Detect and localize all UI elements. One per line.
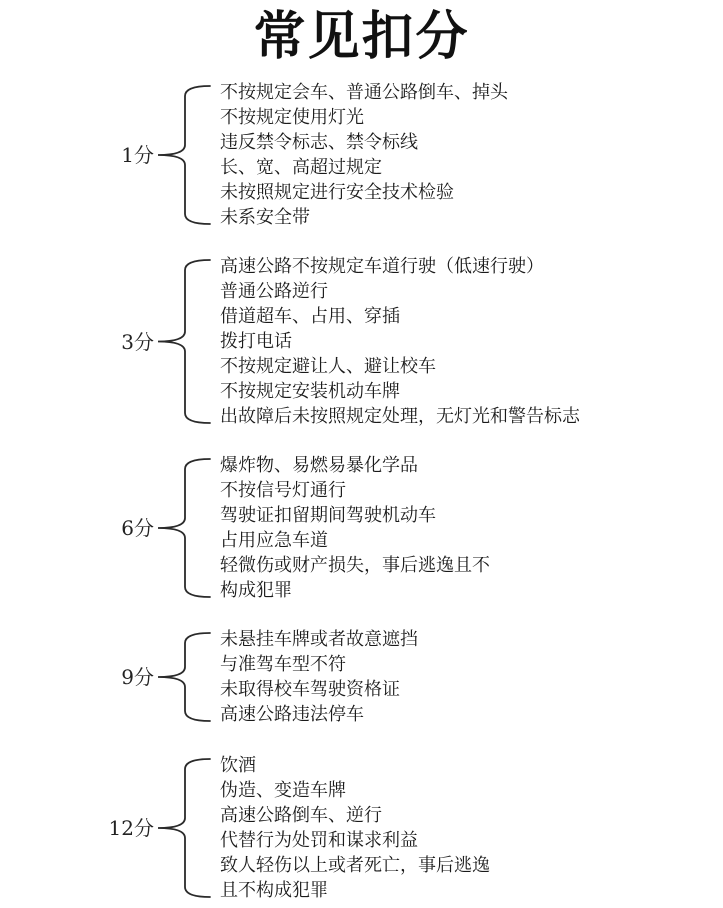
group-brace xyxy=(155,453,215,603)
violation-item: 爆炸物、易燃易暴化学品 xyxy=(220,455,418,476)
violation-item: 饮酒 xyxy=(220,755,256,776)
violation-item: 不按规定避让人、避让校车 xyxy=(220,356,436,377)
brace-path xyxy=(158,633,210,721)
brace-path xyxy=(158,260,210,423)
violation-item: 占用应急车道 xyxy=(220,530,328,551)
group-brace xyxy=(155,80,215,230)
page-title: 常见扣分 xyxy=(253,7,470,67)
points-label: 3分 xyxy=(121,329,154,354)
violation-item: 伪造、变造车牌 xyxy=(220,780,346,801)
violation-item: 普通公路逆行 xyxy=(220,281,328,302)
violation-item: 未悬挂车牌或者故意遮挡 xyxy=(220,629,418,650)
violation-list xyxy=(220,627,418,727)
violation-item: 致人轻伤以上或者死亡，事后逃逸 xyxy=(220,855,490,876)
violation-item: 未取得校车驾驶资格证 xyxy=(220,679,400,700)
points-label: 12分 xyxy=(108,816,154,840)
violation-item: 高速公路不按规定车道行驶（低速行驶） xyxy=(220,256,544,277)
group-brace xyxy=(155,254,215,429)
brace-path xyxy=(158,86,210,224)
points-label: 1分 xyxy=(121,143,154,167)
violation-item: 驾驶证扣留期间驾驶机动车 xyxy=(220,505,436,526)
violation-item: 且不构成犯罪 xyxy=(220,880,328,901)
violation-item: 代替行为处罚和谋求利益 xyxy=(220,830,418,851)
violation-item: 构成犯罪 xyxy=(220,580,292,601)
points-label: 9分 xyxy=(121,665,154,689)
points-label: 6分 xyxy=(121,516,154,540)
violation-item: 与准驾车型不符 xyxy=(220,654,346,675)
violation-item: 不按规定安装机动车牌 xyxy=(220,381,400,402)
violation-item: 拨打电话 xyxy=(220,331,292,352)
violation-item: 不按信号灯通行 xyxy=(220,480,346,501)
group-brace xyxy=(155,753,215,903)
violation-list xyxy=(220,80,508,230)
violation-list xyxy=(220,453,490,603)
brace-path xyxy=(158,759,210,897)
violation-item: 未系安全带 xyxy=(220,207,310,228)
violation-item: 不按规定使用灯光 xyxy=(220,107,364,128)
violation-list xyxy=(220,753,490,903)
brace-path xyxy=(158,459,210,597)
violation-item: 借道超车、占用、穿插 xyxy=(220,306,400,327)
violation-item: 违反禁令标志、禁令标线 xyxy=(220,132,418,153)
violation-item: 不按规定会车、普通公路倒车、掉头 xyxy=(220,82,508,103)
violation-item: 出故障后未按照规定处理，无灯光和警告标志 xyxy=(220,406,580,427)
violation-list xyxy=(220,254,580,429)
group-brace xyxy=(155,627,215,727)
violation-item: 高速公路违法停车 xyxy=(220,704,364,725)
violation-item: 长、宽、高超过规定 xyxy=(220,157,382,178)
violation-item: 未按照规定进行安全技术检验 xyxy=(220,182,454,203)
violation-item: 轻微伤或财产损失，事后逃逸且不 xyxy=(220,555,490,576)
violation-item: 高速公路倒车、逆行 xyxy=(220,805,382,826)
